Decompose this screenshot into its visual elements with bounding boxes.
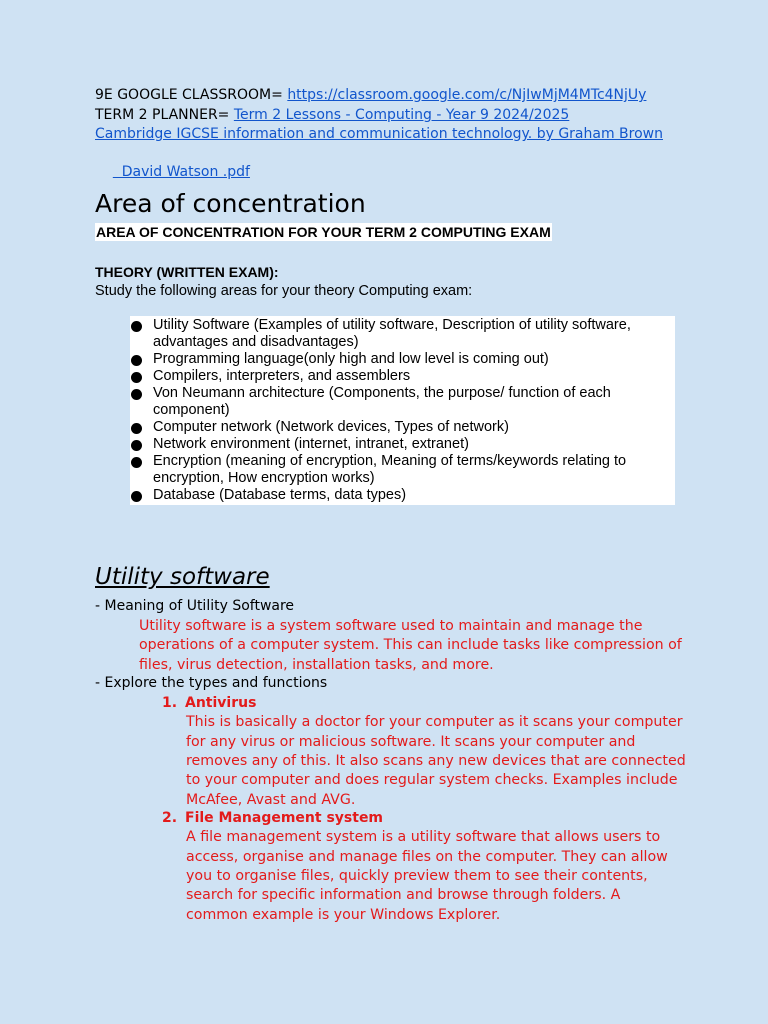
topic-text: Utility Software (Examples of utility software, Description of utility software, [153, 317, 631, 333]
type-description-line: for any virus or malicious software. It scans your computer and [186, 733, 636, 750]
book-link-line-1 [95, 125, 663, 144]
bullet-icon [131, 440, 142, 451]
type-number: 2. [162, 810, 178, 826]
topic-item [130, 487, 675, 504]
topic-item [130, 419, 675, 436]
meaning-label: - Meaning of Utility Software [95, 598, 295, 614]
topic-item [130, 317, 675, 351]
type-title [162, 694, 256, 713]
type-description-line: you to organise files, quickly preview them to see their contents, [186, 867, 648, 884]
planner-label: TERM 2 PLANNER= [95, 107, 234, 123]
type-description-line: access, organise and manage files on the computer. They can allow [186, 848, 668, 865]
type-number: 1. [162, 695, 178, 711]
topic-text: Network environment (internet, intranet, extranet) [153, 436, 469, 452]
bullet-icon [131, 389, 142, 400]
bullet-icon [131, 372, 142, 383]
topic-item [130, 351, 675, 368]
topic-text: Von Neumann architecture (Components, the purpose/ function of each [153, 385, 611, 401]
type-description-line: common example is your Windows Explorer. [186, 906, 501, 923]
topics-list [130, 317, 675, 504]
bullet-icon [131, 491, 142, 502]
type-title-text: File Management system [185, 810, 384, 826]
bullet-icon [131, 355, 142, 366]
topic-text: Compilers, interpreters, and assemblers [153, 368, 411, 384]
topic-text: Programming language(only high and low level is coming out) [153, 351, 549, 367]
utility-heading: Utility software [95, 564, 270, 590]
topic-item [130, 368, 675, 385]
theory-intro: Study the following areas for your theory Computing exam: [95, 283, 473, 299]
meaning-line: operations of a computer system. This can include tasks like compression of [139, 637, 682, 654]
bullet-icon [131, 423, 142, 434]
topic-text: Database (Database terms, data types) [153, 487, 407, 503]
book-link-part-2[interactable]: David Watson .pdf [112, 164, 250, 180]
topic-text: component) [153, 402, 230, 418]
meaning-line: files, virus detection, installation tasks, and more. [139, 656, 494, 673]
topic-text: encryption, How encryption works) [153, 470, 375, 486]
topic-text: Encryption (meaning of encryption, Meaning of terms/keywords relating to [153, 453, 627, 469]
type-title-text: Antivirus [185, 695, 257, 711]
theory-heading: THEORY (WRITTEN EXAM): [95, 264, 279, 280]
topic-item [130, 385, 675, 419]
planner-link[interactable]: Term 2 Lessons - Computing - Year 9 2024/2025 [233, 107, 570, 123]
bullet-icon [131, 321, 142, 332]
topic-item [130, 453, 675, 487]
type-description-line: to your computer and does regular system checks. Examples include [186, 772, 678, 789]
book-link-part-1[interactable]: Cambridge IGCSE information and communication technology. by Graham Brown [95, 126, 663, 142]
classroom-line [95, 86, 646, 105]
bullet-icon [131, 457, 142, 468]
type-description-line: removes any of this. It also scans any new devices that are connected [186, 752, 686, 769]
topic-text: Computer network (Network devices, Types of network) [153, 419, 509, 435]
area-heading: Area of concentration [95, 189, 366, 218]
type-description-line: search for specific information and browse through folders. A [186, 887, 621, 904]
classroom-link[interactable]: https://classroom.google.com/c/NjIwMjM4MTc4NjUy [287, 87, 647, 103]
topic-text: advantages and disadvantages) [153, 334, 359, 350]
explore-label: - Explore the types and functions [95, 675, 328, 691]
topic-item [130, 436, 675, 453]
type-description-line: A file management system is a utility software that allows users to [186, 829, 661, 846]
exam-banner: AREA OF CONCENTRATION FOR YOUR TERM 2 COMPUTING EXAM [96, 224, 551, 240]
meaning-line: Utility software is a system software used to maintain and manage the [139, 618, 643, 634]
type-description-line: This is basically a doctor for your computer as it scans your computer [186, 714, 683, 731]
classroom-label: 9E GOOGLE CLASSROOM= [95, 87, 288, 103]
planner-line [95, 106, 569, 125]
type-title [162, 809, 383, 828]
type-description-line: McAfee, Avast and AVG. [186, 791, 356, 808]
